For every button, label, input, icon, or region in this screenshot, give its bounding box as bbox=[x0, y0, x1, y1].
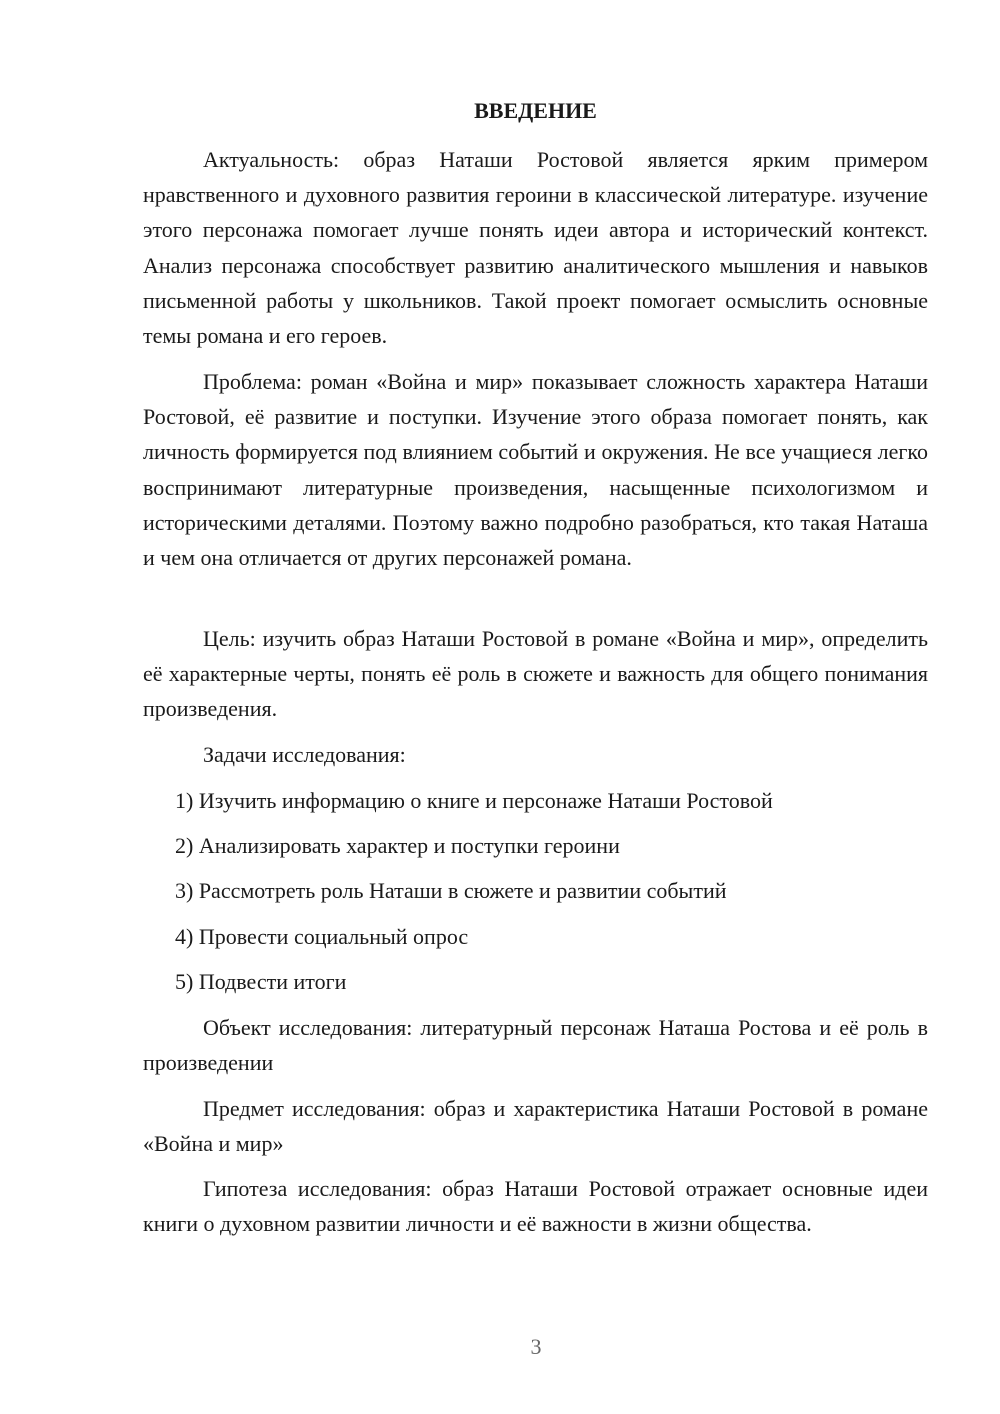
hypothesis-paragraph: Гипотеза исследования: образ Наташи Ростовой отражает основные идеи книги о духовном развитии личности и её важности в жизни общества. bbox=[143, 1176, 928, 1237]
task-item: 1) Изучить информацию о книге и персонаже Наташи Ростовой bbox=[175, 788, 773, 813]
object-paragraph: Объект исследования: литературный персонаж Наташа Ростова и её роль в произведении bbox=[143, 1015, 928, 1076]
tasks-title: Задачи исследования: bbox=[203, 742, 406, 767]
page-number: 3 bbox=[530, 1334, 542, 1359]
goal-paragraph: Цель: изучить образ Наташи Ростовой в романе «Война и мир», определить её характерные черты, понять её роль в сюжете и важность для общего понимания произведения. bbox=[143, 626, 928, 722]
task-item: 5) Подвести итоги bbox=[175, 969, 347, 994]
subject-paragraph: Предмет исследования: образ и характеристика Наташи Ростовой в романе «Война и мир» bbox=[143, 1096, 928, 1157]
task-item: 4) Провести социальный опрос bbox=[175, 924, 469, 949]
task-item: 3) Рассмотреть роль Наташи в сюжете и развитии событий bbox=[175, 878, 727, 903]
section-heading: ВВЕДЕНИЕ bbox=[474, 98, 597, 123]
task-item: 2) Анализировать характер и поступки героини bbox=[175, 833, 620, 858]
problem-paragraph: Проблема: роман «Война и мир» показывает сложность характера Наташи Ростовой, её развитие и поступки. Изучение этого образа помогает понять, как личность формируется под влиянием событий и окружения. Не все учащиеся легко воспринимают литературные произведения, насыщенные психологизмом и историческими деталями. Поэтому важно подробно разобраться, кто такая Наташа и чем она отличается от других персонажей романа. bbox=[143, 369, 928, 571]
relevance-paragraph: Актуальность: образ Наташи Ростовой является ярким примером нравственного и духовного развития героини в классической литературе. изучение этого персонажа помогает лучше понять идеи автора и исторический контекст. Анализ персонажа способствует развитию аналитического мышления и навыков письменной работы у школьников. Такой проект помогает осмыслить основные темы романа и его героев. bbox=[143, 147, 928, 349]
